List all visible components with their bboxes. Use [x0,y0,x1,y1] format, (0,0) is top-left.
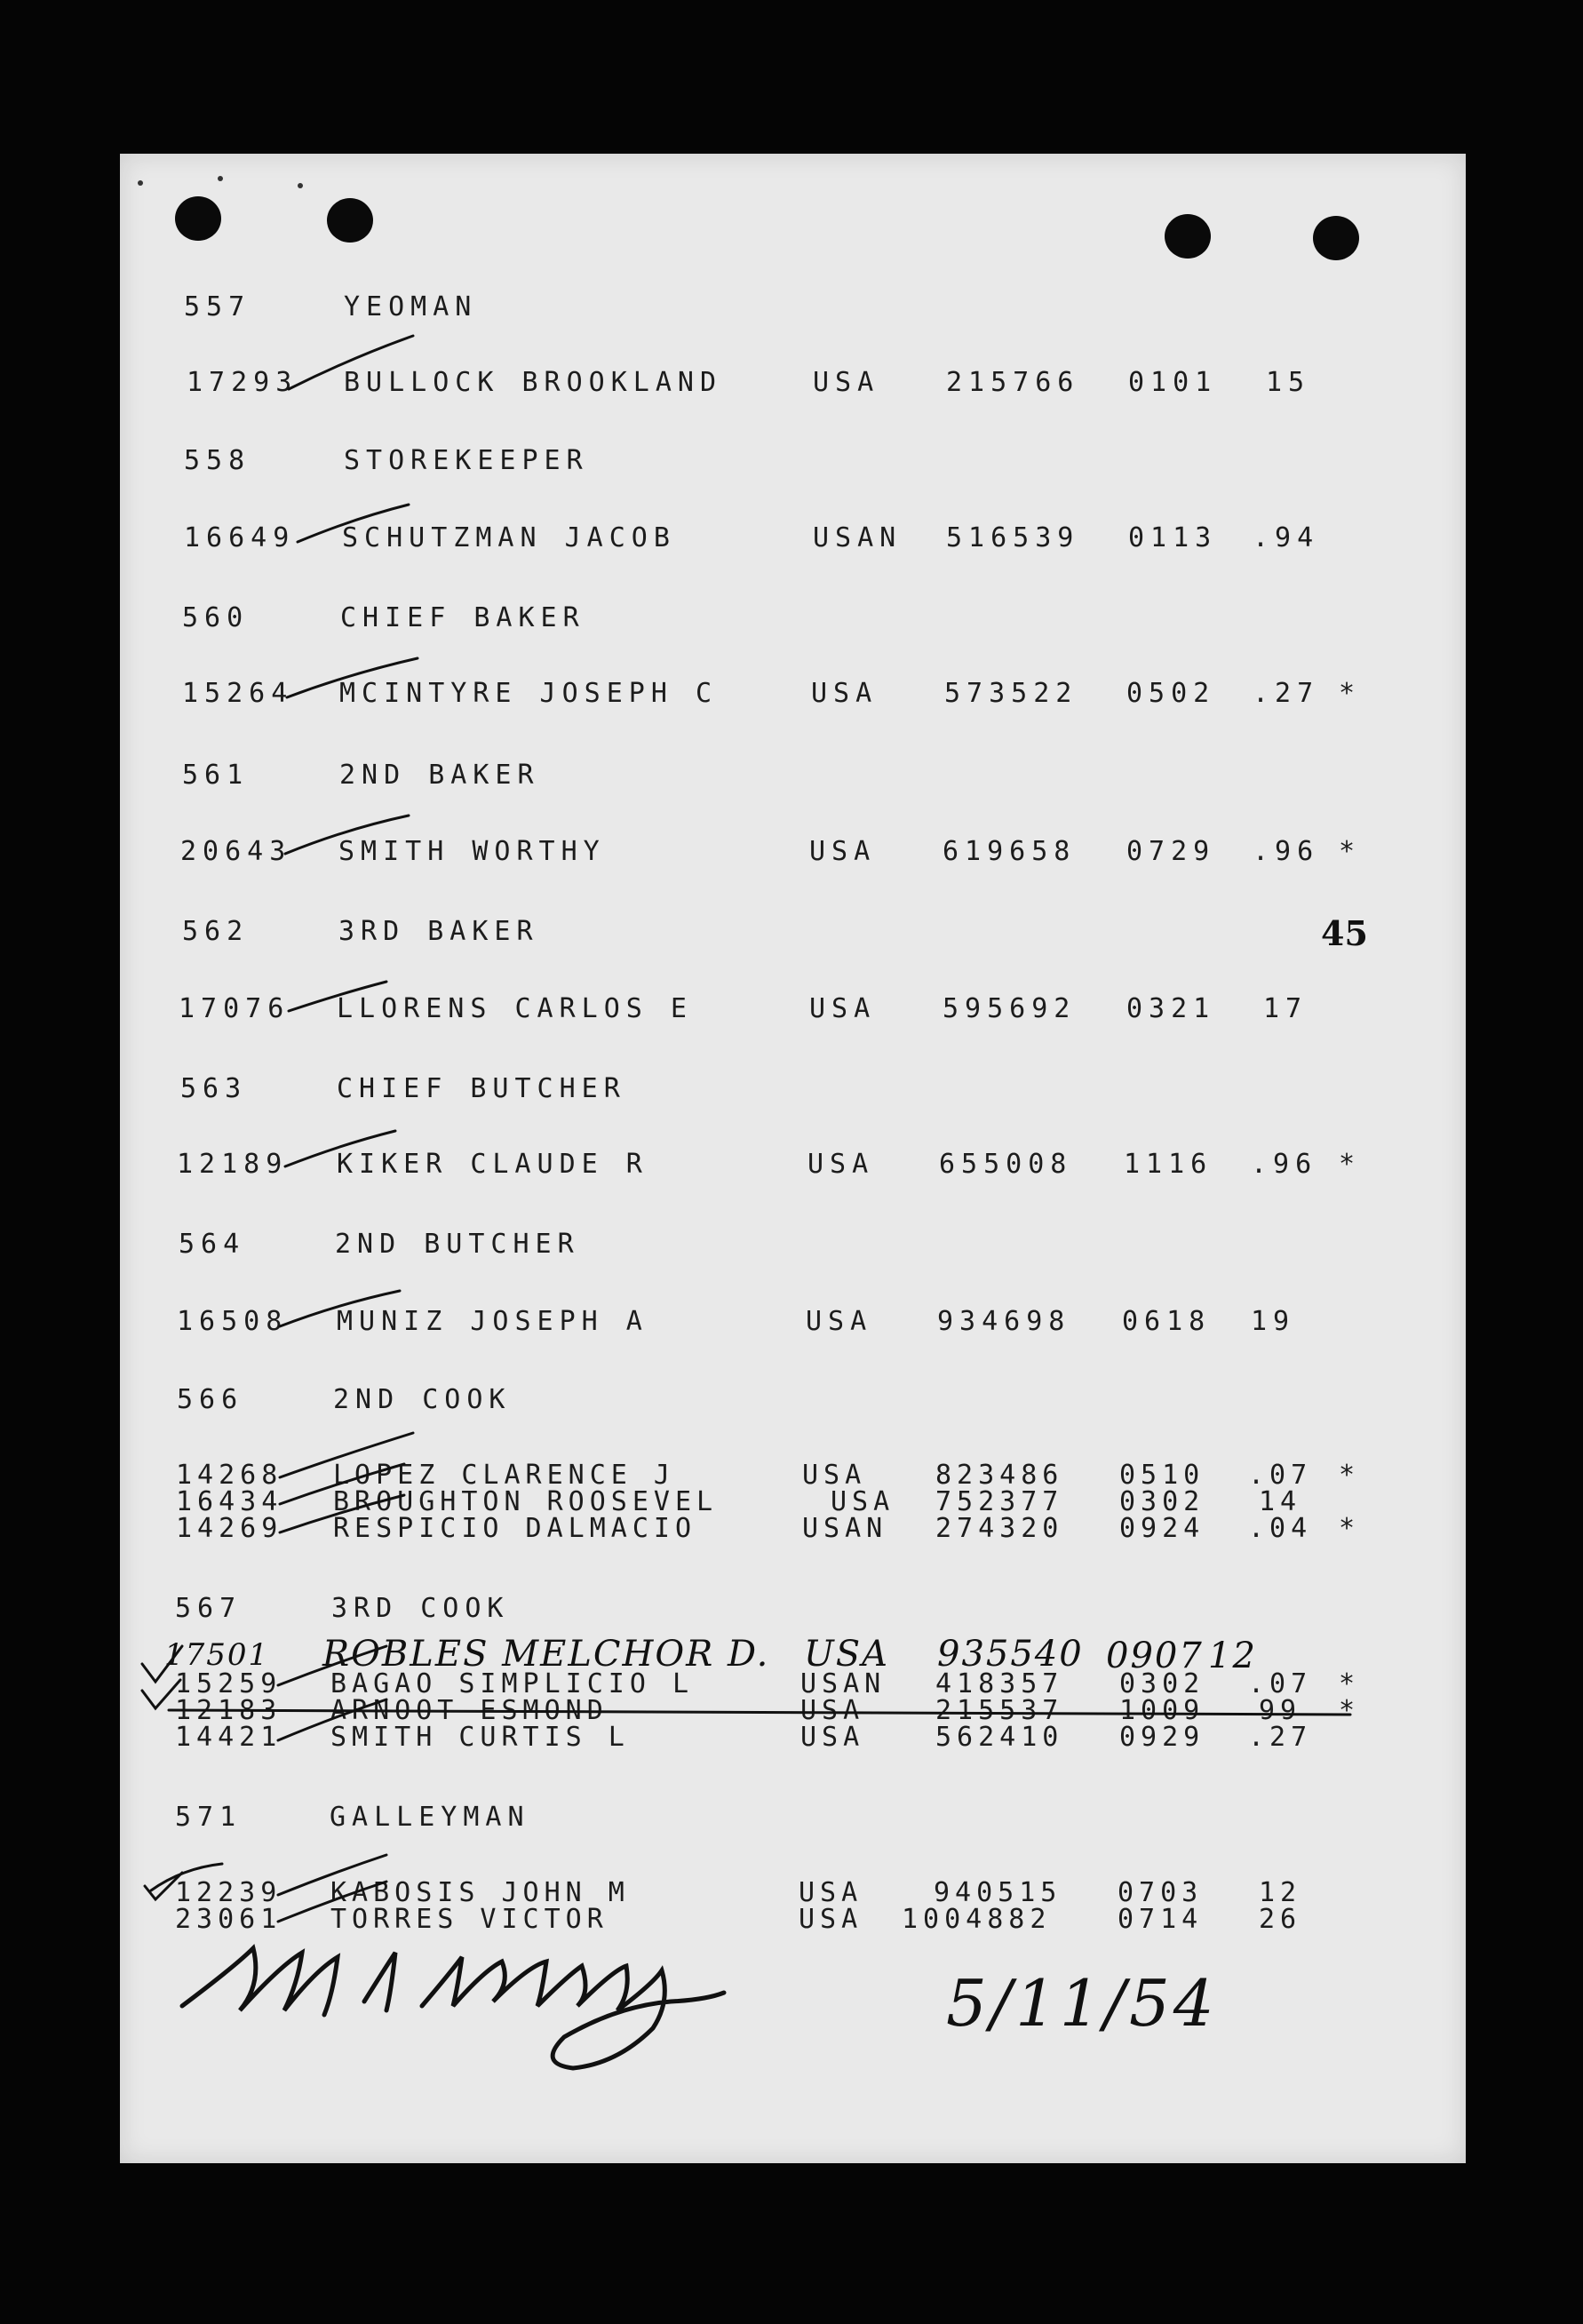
section-heading [120,602,585,638]
section-heading [120,291,478,327]
entry-name: SMITH WORTHY [338,836,606,867]
entry-code: 0510 [1119,1460,1205,1491]
entry-nationality: USA [809,993,877,1024]
punch-hole [175,196,221,241]
entry-name: BAGAO SIMPLICIO L [330,1668,695,1699]
entry-code: 0101 [1128,367,1218,398]
entry-asterisk: * [1339,1668,1361,1699]
entry-value: 26 [1259,1904,1302,1935]
entry-name: SCHUTZMAN JACOB [342,522,676,553]
entry-name: MCINTYRE JOSEPH C [339,678,719,709]
punch-hole [327,198,373,243]
section-code: 557 [184,291,251,322]
section-code: 567 [175,1593,243,1624]
entry-nationality: USA [802,1460,867,1491]
entry-value: .94 [1253,522,1320,553]
entry-name: MUNIZ JOSEPH A [337,1306,648,1337]
handwritten-id: 17501 [164,1637,270,1673]
entry-code: 0929 [1119,1722,1205,1753]
handwritten-name: ROBLES MELCHOR D. [322,1634,770,1675]
entry-nationality: USA [799,1904,863,1935]
section-heading [120,916,539,951]
entry-id: 16508 [177,1306,289,1337]
table-row [120,836,1362,872]
entry-code: 0302 [1119,1486,1205,1517]
entry-id: 15264 [182,678,294,709]
entry-asterisk: * [1339,1513,1361,1544]
punch-hole [1165,214,1211,259]
entry-nationality: USA [807,1149,875,1180]
entry-asterisk: * [1339,1695,1361,1726]
entry-asterisk: * [1339,836,1362,867]
entry-name: LOPEZ CLARENCE J [333,1460,675,1491]
entry-code: 1116 [1124,1149,1213,1180]
section-heading [120,1384,512,1420]
entry-name: BULLOCK BROOKLAND [344,367,723,398]
entry-id: 17076 [179,993,290,1024]
entry-value: 17 [1263,993,1309,1024]
table-row [120,678,1362,713]
entry-code: 1009 [1119,1695,1205,1726]
entry-nationality: USA [831,1486,895,1517]
section-heading [120,1802,530,1837]
entry-name: TORRES VICTOR [330,1904,609,1935]
section-title: 2ND COOK [333,1384,512,1415]
entry-nationality: USA [811,678,879,709]
entry-code: 0703 [1118,1877,1204,1908]
entry-value: .27 [1253,678,1320,709]
section-code: 562 [182,916,250,947]
entry-nationality: USA [813,367,880,398]
entry-number: 573522 [944,678,1078,709]
entry-number: 215766 [946,367,1080,398]
speck [138,180,143,186]
section-code: 564 [179,1229,246,1260]
section-title: YEOMAN [344,291,478,322]
section-code: 561 [182,760,250,791]
entry-nationality: USA [799,1877,863,1908]
entry-number: 823486 [935,1460,1064,1491]
signature-date: 5/11/54 [946,1966,1218,2041]
page-number: 45 [1321,913,1368,953]
section-code: 560 [182,602,250,633]
entry-code: 0302 [1119,1668,1205,1699]
section-heading [120,445,589,481]
entry-name: ARNOOT ESMOND [330,1695,609,1726]
table-row [120,367,1311,402]
speck [218,176,223,181]
table-row [120,522,1320,558]
entry-nationality: USAN [813,522,903,553]
entry-id: 14421 [175,1722,282,1753]
section-title: 3RD COOK [331,1593,510,1624]
entry-code: 0618 [1122,1306,1212,1337]
entry-number: 516539 [946,522,1080,553]
entry-code: 0924 [1119,1513,1205,1544]
entry-number: 619658 [943,836,1077,867]
entry-id: 16649 [184,522,296,553]
entry-value: .27 [1248,1722,1313,1753]
section-heading [120,1593,510,1628]
entry-name: KABOSIS JOHN M [330,1877,630,1908]
signature [182,1948,724,2068]
section-heading [120,1229,580,1264]
entry-number: 418357 [935,1668,1064,1699]
entry-name: BROUGHTON ROOSEVEL [333,1486,719,1517]
entry-code: 0502 [1126,678,1216,709]
entry-number: 940515 [934,1877,1062,1908]
table-row [120,1904,1302,1939]
section-code: 563 [180,1073,248,1104]
entry-id: 12239 [175,1877,282,1908]
entry-value: 15 [1266,367,1311,398]
handwritten-nationality: USA [804,1634,889,1675]
document-page [120,154,1466,2163]
entry-code: 0113 [1128,522,1218,553]
entry-id: 15259 [175,1668,282,1699]
entry-asterisk: * [1339,1460,1361,1491]
entry-nationality: USA [800,1722,865,1753]
entry-number: 752377 [935,1486,1064,1517]
entry-code: 0729 [1126,836,1216,867]
entry-nationality: USA [800,1695,865,1726]
entry-id: 17293 [187,367,298,398]
entry-id: 14269 [176,1513,283,1544]
entry-value: .07 [1248,1668,1313,1699]
entry-name: SMITH CURTIS L [330,1722,630,1753]
section-code: 558 [184,445,251,476]
section-title: STOREKEEPER [344,445,589,476]
section-title: CHIEF BAKER [340,602,585,633]
section-heading [120,1073,626,1109]
entry-number: 274320 [935,1513,1064,1544]
entry-number: 1004882 [902,1904,1052,1935]
entry-code: 0714 [1118,1904,1204,1935]
entry-id: 14268 [176,1460,283,1491]
entry-id: 12189 [177,1149,289,1180]
entry-id: 12183 [175,1695,282,1726]
entry-number: 215537 [935,1695,1064,1726]
entry-nationality: USAN [800,1668,887,1699]
entry-number: 562410 [935,1722,1064,1753]
entry-value: 12 [1259,1877,1302,1908]
table-row [120,993,1309,1029]
entry-asterisk: * [1339,678,1362,709]
entry-id: 23061 [175,1904,282,1935]
speck [298,183,303,188]
entry-value: .07 [1248,1460,1313,1491]
entry-value: .04 [1248,1513,1313,1544]
entry-value: 99 [1259,1695,1302,1726]
section-title: 3RD BAKER [338,916,539,947]
entry-name: RESPICIO DALMACIO [333,1513,697,1544]
entry-value: 14 [1259,1486,1302,1517]
section-title: GALLEYMAN [330,1802,530,1833]
table-row [120,1306,1296,1341]
handwritten-value: 12 [1208,1636,1257,1676]
table-row [120,1722,1313,1757]
section-title: 2ND BUTCHER [335,1229,580,1260]
entry-number: 595692 [943,993,1077,1024]
entry-name: LLORENS CARLOS E [337,993,693,1024]
handwritten-code: 0907 [1106,1636,1204,1676]
table-row [120,1513,1361,1548]
entry-nationality: USA [809,836,877,867]
section-code: 566 [177,1384,244,1415]
entry-name: KIKER CLAUDE R [337,1149,648,1180]
entry-value: 19 [1251,1306,1296,1337]
section-title: 2ND BAKER [339,760,540,791]
section-heading [120,760,540,795]
entry-number: 655008 [939,1149,1073,1180]
entry-id: 20643 [180,836,292,867]
section-code: 571 [175,1802,243,1833]
punch-hole [1313,216,1359,260]
handwritten-number: 935540 [937,1634,1084,1675]
table-row [120,1149,1362,1184]
entry-code: 0321 [1126,993,1216,1024]
entry-nationality: USAN [802,1513,888,1544]
entry-id: 16434 [176,1486,283,1517]
entry-number: 934698 [937,1306,1071,1337]
section-title: CHIEF BUTCHER [337,1073,626,1104]
entry-asterisk: * [1339,1149,1362,1180]
entry-value: .96 [1253,836,1320,867]
entry-nationality: USA [806,1306,873,1337]
entry-value: .96 [1251,1149,1318,1180]
